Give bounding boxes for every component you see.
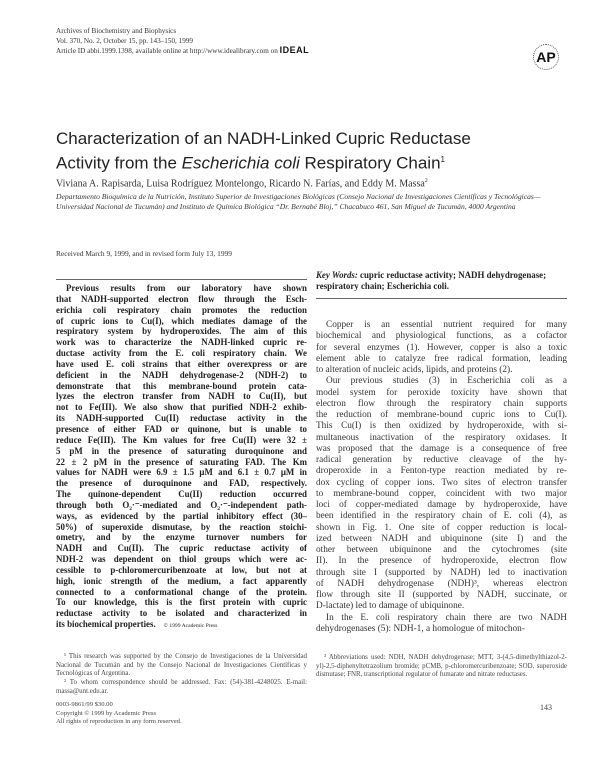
text-line: of NADH dehydrogenase (NDH)³, whereas electron (316, 578, 567, 589)
title-text: Respiratory Chain (299, 153, 441, 173)
keywords (316, 270, 567, 292)
volume-info: Vol. 370, No. 2, October 15, pp. 143–150, 1999 (56, 36, 194, 45)
text-line: ductase activity from the E. coli respiratory chain. We (56, 348, 307, 359)
text-line: To our knowledge, this is the first protein with cupric (56, 597, 307, 608)
text-line: dox cycling of copper ions. Two sites of electron transfer (316, 477, 567, 488)
text-line: The quinone-dependent Cu(II) reduction occurred (56, 489, 307, 500)
text-line: presence of either FAD or quinone, but is unable to (56, 423, 307, 434)
text-line: ized between NADH and ubiquinone (site I) and the (316, 533, 567, 544)
text-line: droperoxide in a Fenton-type reaction mediated by re- (316, 466, 567, 477)
text-line: not to Fe(III). We also show that purified NDH-2 exhib- (56, 402, 307, 413)
text-line: Our previous studies (3) in Escherichia coli as a (326, 376, 567, 387)
text-line: reduce Fe(III). The Km values for free Cu(II) were 32 ± (56, 434, 307, 445)
text-line: reductase activity to be isolated and characterized in (56, 608, 307, 619)
footnote-mark: 1 (440, 155, 445, 164)
footnote-mark: 2 (424, 178, 428, 184)
text-line: Copper is an essential nutrient required for many (326, 320, 567, 330)
text-line: high, ionic strength of the medium, a fact apparently (56, 575, 307, 586)
text-line: NADH and Cu(II). The cupric reductase activity of (56, 543, 307, 554)
text-line: for several enzymes (1). However, copper is also a toxic (316, 342, 567, 353)
keywords-label: Key Words: (316, 270, 358, 280)
text-line: II). In the presence of hydroperoxide, electron flow (316, 556, 567, 567)
page-number: 143 (540, 703, 552, 712)
text-line: been identified in the respiratory chain of E. coli (4), as (316, 511, 567, 522)
text-line: 22 ± 2 pM in the presence of saturating FAD. The Km (56, 456, 307, 467)
text-line: multaneous inactivation of the respiratory oxidases. It (316, 432, 567, 443)
text-line: ometry, and by the enzyme turnover numbers for (56, 532, 307, 543)
title-line-1: Characterization of an NADH-Linked Cupric Reductase (56, 129, 471, 148)
footnote-1: ¹ This research was supported by the Consejo de Investigaciones de la Universidad Nacional de Tucumán and by the Consejo Nacional de Investigaciones Científicas y Tecnológicas of Argentina. (56, 653, 307, 678)
text-line: demonstrate that this membrane-bound protein cata- (56, 380, 307, 391)
text-line: erichia coli respiratory chain promotes the reduction (56, 304, 307, 315)
text-line: This Cu(I) is then oxidized by hydroperoxide, with si- (316, 421, 567, 432)
rights: All rights of reproduction in any form reserved. (56, 718, 182, 726)
copyright-block (56, 701, 182, 727)
text-line: element able to catalyze free radical formation, leading (316, 353, 567, 364)
text-line: of cupric ions to Cu(I), which mediates damage of the (56, 315, 307, 326)
text-line: D-lactate) led to damage of ubiquinone. (316, 601, 465, 612)
paper-title (56, 128, 471, 174)
text-line: radical generation by reductive cleavage of the hy- (316, 455, 567, 465)
text-line: loci of copper-mediated damage by hydroperoxide, have (316, 500, 567, 510)
text-line: shown in Fig. 1. One site of copper reduction is local- (316, 522, 567, 533)
journal-header (56, 27, 309, 57)
author-names: Viviana A. Rapisarda, Luisa Rodríguez Montelongo, Ricardo N. Farías, and Eddy M. Massa (56, 178, 425, 190)
text-line: Previous results from our laboratory have shown (66, 283, 307, 293)
journal-name: Archives of Biochemistry and Biophysics (56, 27, 177, 35)
text-line: model system for peroxide toxicity have shown that (316, 387, 567, 398)
footnote-3: ³ Abbreviations used: NDH, NADH dehydrogenase; MTT, 3-(4,5-dimethylthiazol-2-yl)-2,5-diphenyltetrazolium bromide; pCMB, p-chloromercuribenzoate; SOD, superoxide dismutase; FNR, transcriptional regulator of fumarate and nitrate reductases. (316, 654, 567, 679)
abstract (56, 283, 307, 630)
divider (56, 279, 307, 280)
text-line: respiratory system by hydroperoxides. The aim of this (56, 326, 307, 337)
text-line: lyzes the electron transfer from NADH to Cu(II), but (56, 391, 307, 402)
ideal-logo: IDEAL (279, 45, 310, 56)
text-line: electron flow through the respiratory chain supports (316, 398, 567, 409)
text-line: that NADH-supported electron flow through the Esch- (56, 293, 307, 304)
text-line: ways, as evidenced by the partial inhibitory effect (30– (56, 510, 307, 521)
title-text: Activity from the (56, 153, 182, 173)
body-text (316, 320, 567, 635)
issn: 0003-9861/99 $30.00 (56, 701, 113, 708)
text-line: the reduction of membrane-bound cupric ions to Cu(I). (316, 410, 567, 420)
text-line: values for NADH were 6.9 ± 1.5 μM and 6.1 ± 0.7 μM in (56, 467, 307, 478)
copyright: Copyright © 1999 by Academic Press (56, 709, 157, 717)
authors (56, 178, 428, 189)
text-line: biochemical and physiological functions, as a cofactor (316, 331, 567, 342)
publisher-logo: AP (533, 44, 559, 70)
text-line: flow through site II (supported by NADH, succinate, or (316, 590, 567, 600)
text-line: cessible to p-chloromercuribenzoate at low, but not at (56, 564, 307, 575)
text-line: through site I (supported by NADH) led to inactivation (316, 567, 567, 578)
text-line: dehydrogenases (5): NDH-1, a homologue of mitochon- (316, 623, 525, 634)
text-line: was proposed that the damage is a consequence of free (316, 443, 567, 454)
title-species: Escherichia coli (181, 153, 300, 173)
text-line: 50%) of superoxide dismutase, by the reaction stoichi- (56, 521, 307, 532)
text-line: deficient in the NADH dehydrogenase-2 (NDH-2) to (56, 369, 307, 380)
article-id: Article ID abbi.1999.1398, available online at http://www.idealibrary.com on (56, 47, 278, 56)
text-line: work was to characterize the NADH-linked cupric re- (56, 337, 307, 348)
text-line: NDH-2 was dependent on thiol groups which were ac- (56, 554, 307, 565)
text-line: have used E. coli strains that either overexpress or are (56, 358, 307, 369)
text-line: to membrane-bound copper, coincident with two major (316, 488, 567, 499)
text-line: its NADH-supported Cu(II) reductase activity in the (56, 413, 307, 424)
text-line: 5 pM in the presence of saturating duroquinone and (56, 445, 307, 456)
text-line: to alteration of nucleic acids, lipids, and proteins (2). (316, 365, 513, 375)
text-line: other between ubiquinone and the cytochromes (site (316, 545, 567, 555)
footnote-2: ² To whom correspondence should be addressed. Fax: (54)-381-4248025. E-mail: massa@unt.edu.ar. (56, 679, 307, 695)
keywords-text: cupric reductase activity; NADH dehydrogenase; respiratory chain; Escherichia coli. (316, 270, 547, 291)
footnotes-right (316, 654, 567, 680)
text-line-content: its biochemical properties. (56, 619, 156, 630)
text-line (56, 619, 307, 630)
received-date: Received March 9, 1999, and in revised form July 13, 1999 (56, 249, 232, 258)
text-line: In the E. coli respiratory chain there are two NADH (326, 612, 567, 623)
abstract-copyright: © 1999 Academic Press (163, 623, 218, 630)
footnotes-left (56, 653, 307, 697)
divider (316, 298, 567, 299)
text-line: through both O₂·⁻-mediated and O₂·⁻-independent path- (56, 499, 307, 510)
text-line: connected to a conformational change of the protein. (56, 586, 307, 597)
text-line: the presence of duroquinone and FAD, respectively. (56, 478, 307, 489)
affiliation: Departamento Bioquímica de la Nutrición, Instituto Superior de Investigaciones Biológicas (Consejo Nacional de Investigaciones Científicas y Tecnológicas—Universidad Nacional de Tucumán) and Instituto de Química Biológica “Dr. Bernabé Bloj,” Chacabuco 461, San Miguel de Tucumán, 4000 Argentina (56, 192, 541, 212)
